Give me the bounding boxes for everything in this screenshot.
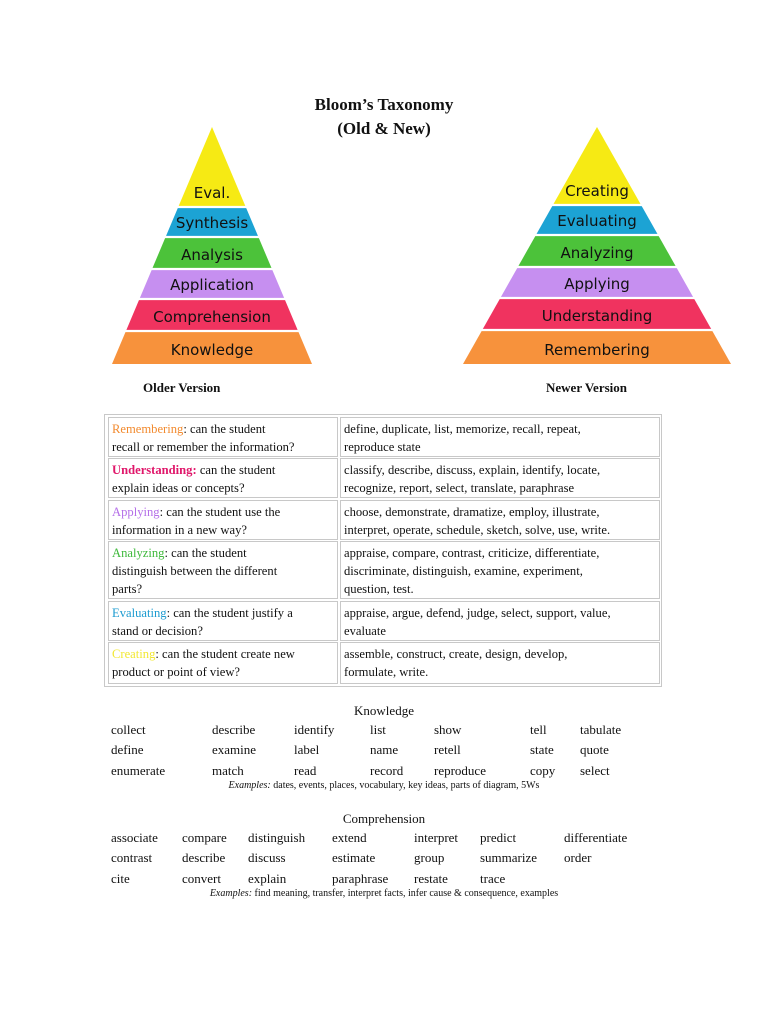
verb-list-text: choose, demonstrate, dramatize, employ, illustrate, <box>344 505 600 519</box>
knowledge-word: identify <box>294 722 335 737</box>
table-row <box>108 458 660 498</box>
old-level-comprehension <box>126 299 298 331</box>
comprehension-word: cite <box>111 871 130 886</box>
knowledge-word: copy <box>530 763 556 778</box>
knowledge-word: tabulate <box>580 722 622 737</box>
comprehension-word: extend <box>332 830 367 845</box>
knowledge-word: enumerate <box>111 763 166 778</box>
old-level-label: Application <box>170 276 254 294</box>
table-row <box>108 541 660 599</box>
old-level-label: Comprehension <box>153 308 271 326</box>
table-row <box>108 500 660 540</box>
comprehension-word: explain <box>248 871 287 886</box>
comprehension-word: contrast <box>111 850 153 865</box>
knowledge-word: read <box>294 763 317 778</box>
comprehension-word: restate <box>414 871 448 886</box>
knowledge-word: retell <box>434 742 461 757</box>
knowledge-word: list <box>370 722 386 737</box>
comprehension-word: describe <box>182 850 226 865</box>
old-level-label: Synthesis <box>175 214 249 232</box>
table-row <box>108 601 660 641</box>
old-level-eval <box>178 127 246 207</box>
verbs-cell <box>340 541 660 599</box>
knowledge-word: examine <box>212 742 257 757</box>
verb-list-text: evaluate <box>344 624 386 638</box>
comprehension-word: convert <box>182 871 221 886</box>
knowledge-word: label <box>294 742 320 757</box>
document-subtitle: (Old & New) <box>337 119 431 138</box>
question-text: recall or remember the information? <box>112 440 295 454</box>
new-level-label: Evaluating <box>557 212 637 230</box>
new-level-evaluating <box>536 205 658 235</box>
question-cell <box>108 601 338 641</box>
knowledge-word: tell <box>530 722 547 737</box>
old-level-knowledge <box>112 331 312 364</box>
new-level-understanding <box>482 298 712 330</box>
old-level-label: Eval. <box>193 184 231 202</box>
knowledge-word: reproduce <box>434 763 486 778</box>
verbs-cell <box>340 601 660 641</box>
question-cell <box>108 458 338 498</box>
verb-list-text: recognize, report, select, translate, paraphrase <box>344 481 575 495</box>
new-level-label: Remembering <box>544 341 650 359</box>
comprehension-word: estimate <box>332 850 376 865</box>
knowledge-word: describe <box>212 722 256 737</box>
verb-list-text: discriminate, distinguish, examine, experiment, <box>344 564 583 578</box>
taxonomy-term: Applying <box>112 505 160 519</box>
comprehension-word: differentiate <box>564 830 628 845</box>
question-cell <box>108 417 338 457</box>
comprehension-word: group <box>414 850 445 865</box>
question-text: parts? <box>112 582 143 596</box>
comprehension-word: summarize <box>480 850 538 865</box>
knowledge-examples-text: dates, events, places, vocabulary, key ideas, parts of diagram, 5Ws <box>270 780 540 791</box>
knowledge-word: define <box>111 742 144 757</box>
question-text: product or point of view? <box>112 665 241 679</box>
knowledge-examples-label: Examples: <box>228 780 271 791</box>
question-text: explain ideas or concepts? <box>112 481 245 495</box>
verb-list-text: assemble, construct, create, design, develop, <box>344 647 568 661</box>
verb-list-text: classify, describe, discuss, explain, identify, locate, <box>344 463 601 477</box>
old-level-label: Knowledge <box>170 341 254 359</box>
verbs-cell <box>340 417 660 457</box>
question-text: : can the student create new <box>155 647 295 661</box>
knowledge-word: select <box>580 763 610 778</box>
new-level-analyzing <box>518 235 676 267</box>
comprehension-word: distinguish <box>248 830 306 845</box>
question-text: stand or decision? <box>112 624 203 638</box>
taxonomy-term: Evaluating <box>112 606 167 620</box>
old-level-analysis <box>152 237 272 269</box>
verb-list-text: formulate, write. <box>344 665 429 679</box>
question-cell <box>108 642 338 684</box>
verb-list-text: interpret, operate, schedule, sketch, solve, use, write. <box>344 523 611 537</box>
taxonomy-term: Creating <box>112 647 156 661</box>
verb-list-text: appraise, compare, contrast, criticize, differentiate, <box>344 546 600 560</box>
knowledge-word: quote <box>580 742 609 757</box>
comprehension-word: predict <box>480 830 517 845</box>
comprehension-word: discuss <box>248 850 286 865</box>
new-level-applying <box>500 267 693 298</box>
document-title: Bloom’s Taxonomy <box>314 95 454 114</box>
question-cell <box>108 500 338 540</box>
question-text: : can the student use the <box>159 505 281 519</box>
verbs-cell <box>340 642 660 684</box>
table-row <box>108 417 660 457</box>
new-taxonomy-pyramid <box>462 127 732 367</box>
verb-list-text: reproduce state <box>344 440 421 454</box>
knowledge-word: show <box>434 722 462 737</box>
comprehension-heading: Comprehension <box>342 811 426 826</box>
taxonomy-term: Analyzing <box>112 546 165 560</box>
knowledge-heading: Knowledge <box>354 703 414 718</box>
comprehension-word: interpret <box>414 830 459 845</box>
new-level-label: Understanding <box>541 307 653 325</box>
knowledge-examples <box>0 780 768 791</box>
comprehension-examples-label: Examples: <box>209 888 253 899</box>
newer-version-caption: Newer Version <box>546 380 628 395</box>
question-text: : can the student <box>164 546 247 560</box>
new-level-creating <box>553 127 641 205</box>
knowledge-word: match <box>212 763 244 778</box>
new-level-label: Creating <box>565 182 629 200</box>
old-level-synthesis <box>166 207 259 237</box>
taxonomy-term: Remembering <box>112 422 184 436</box>
comprehension-word: trace <box>480 871 506 886</box>
table-row <box>108 642 660 684</box>
question-text: can the student <box>196 463 276 477</box>
verbs-cell <box>340 500 660 540</box>
question-text: distinguish between the different <box>112 564 278 578</box>
comprehension-examples <box>0 888 768 899</box>
question-cell <box>108 541 338 599</box>
old-level-application <box>139 269 284 299</box>
verb-list-text: question, test. <box>344 582 414 596</box>
comprehension-word: paraphrase <box>332 871 389 886</box>
verb-list-text: define, duplicate, list, memorize, recall, repeat, <box>344 422 581 436</box>
taxonomy-term: Understanding: <box>112 463 197 477</box>
comprehension-word: compare <box>182 830 227 845</box>
old-level-label: Analysis <box>181 246 243 264</box>
new-level-remembering <box>463 330 731 364</box>
old-taxonomy-pyramid <box>112 127 312 367</box>
older-version-caption: Older Version <box>143 380 221 395</box>
question-text: : can the student <box>183 422 266 436</box>
knowledge-word: state <box>530 742 554 757</box>
comprehension-examples-text: find meaning, transfer, interpret facts, infer cause & consequence, examples <box>252 888 559 899</box>
verbs-cell <box>340 458 660 498</box>
question-text: : can the student justify a <box>166 606 293 620</box>
verb-list-text: appraise, argue, defend, judge, select, support, value, <box>344 606 611 620</box>
new-level-label: Analyzing <box>560 244 634 262</box>
taxonomy-table <box>104 414 662 687</box>
knowledge-word: record <box>370 763 404 778</box>
question-text: information in a new way? <box>112 523 247 537</box>
comprehension-word: order <box>564 850 592 865</box>
knowledge-word: name <box>370 742 399 757</box>
new-level-label: Applying <box>564 275 630 293</box>
comprehension-word: associate <box>111 830 158 845</box>
knowledge-word: collect <box>111 722 146 737</box>
